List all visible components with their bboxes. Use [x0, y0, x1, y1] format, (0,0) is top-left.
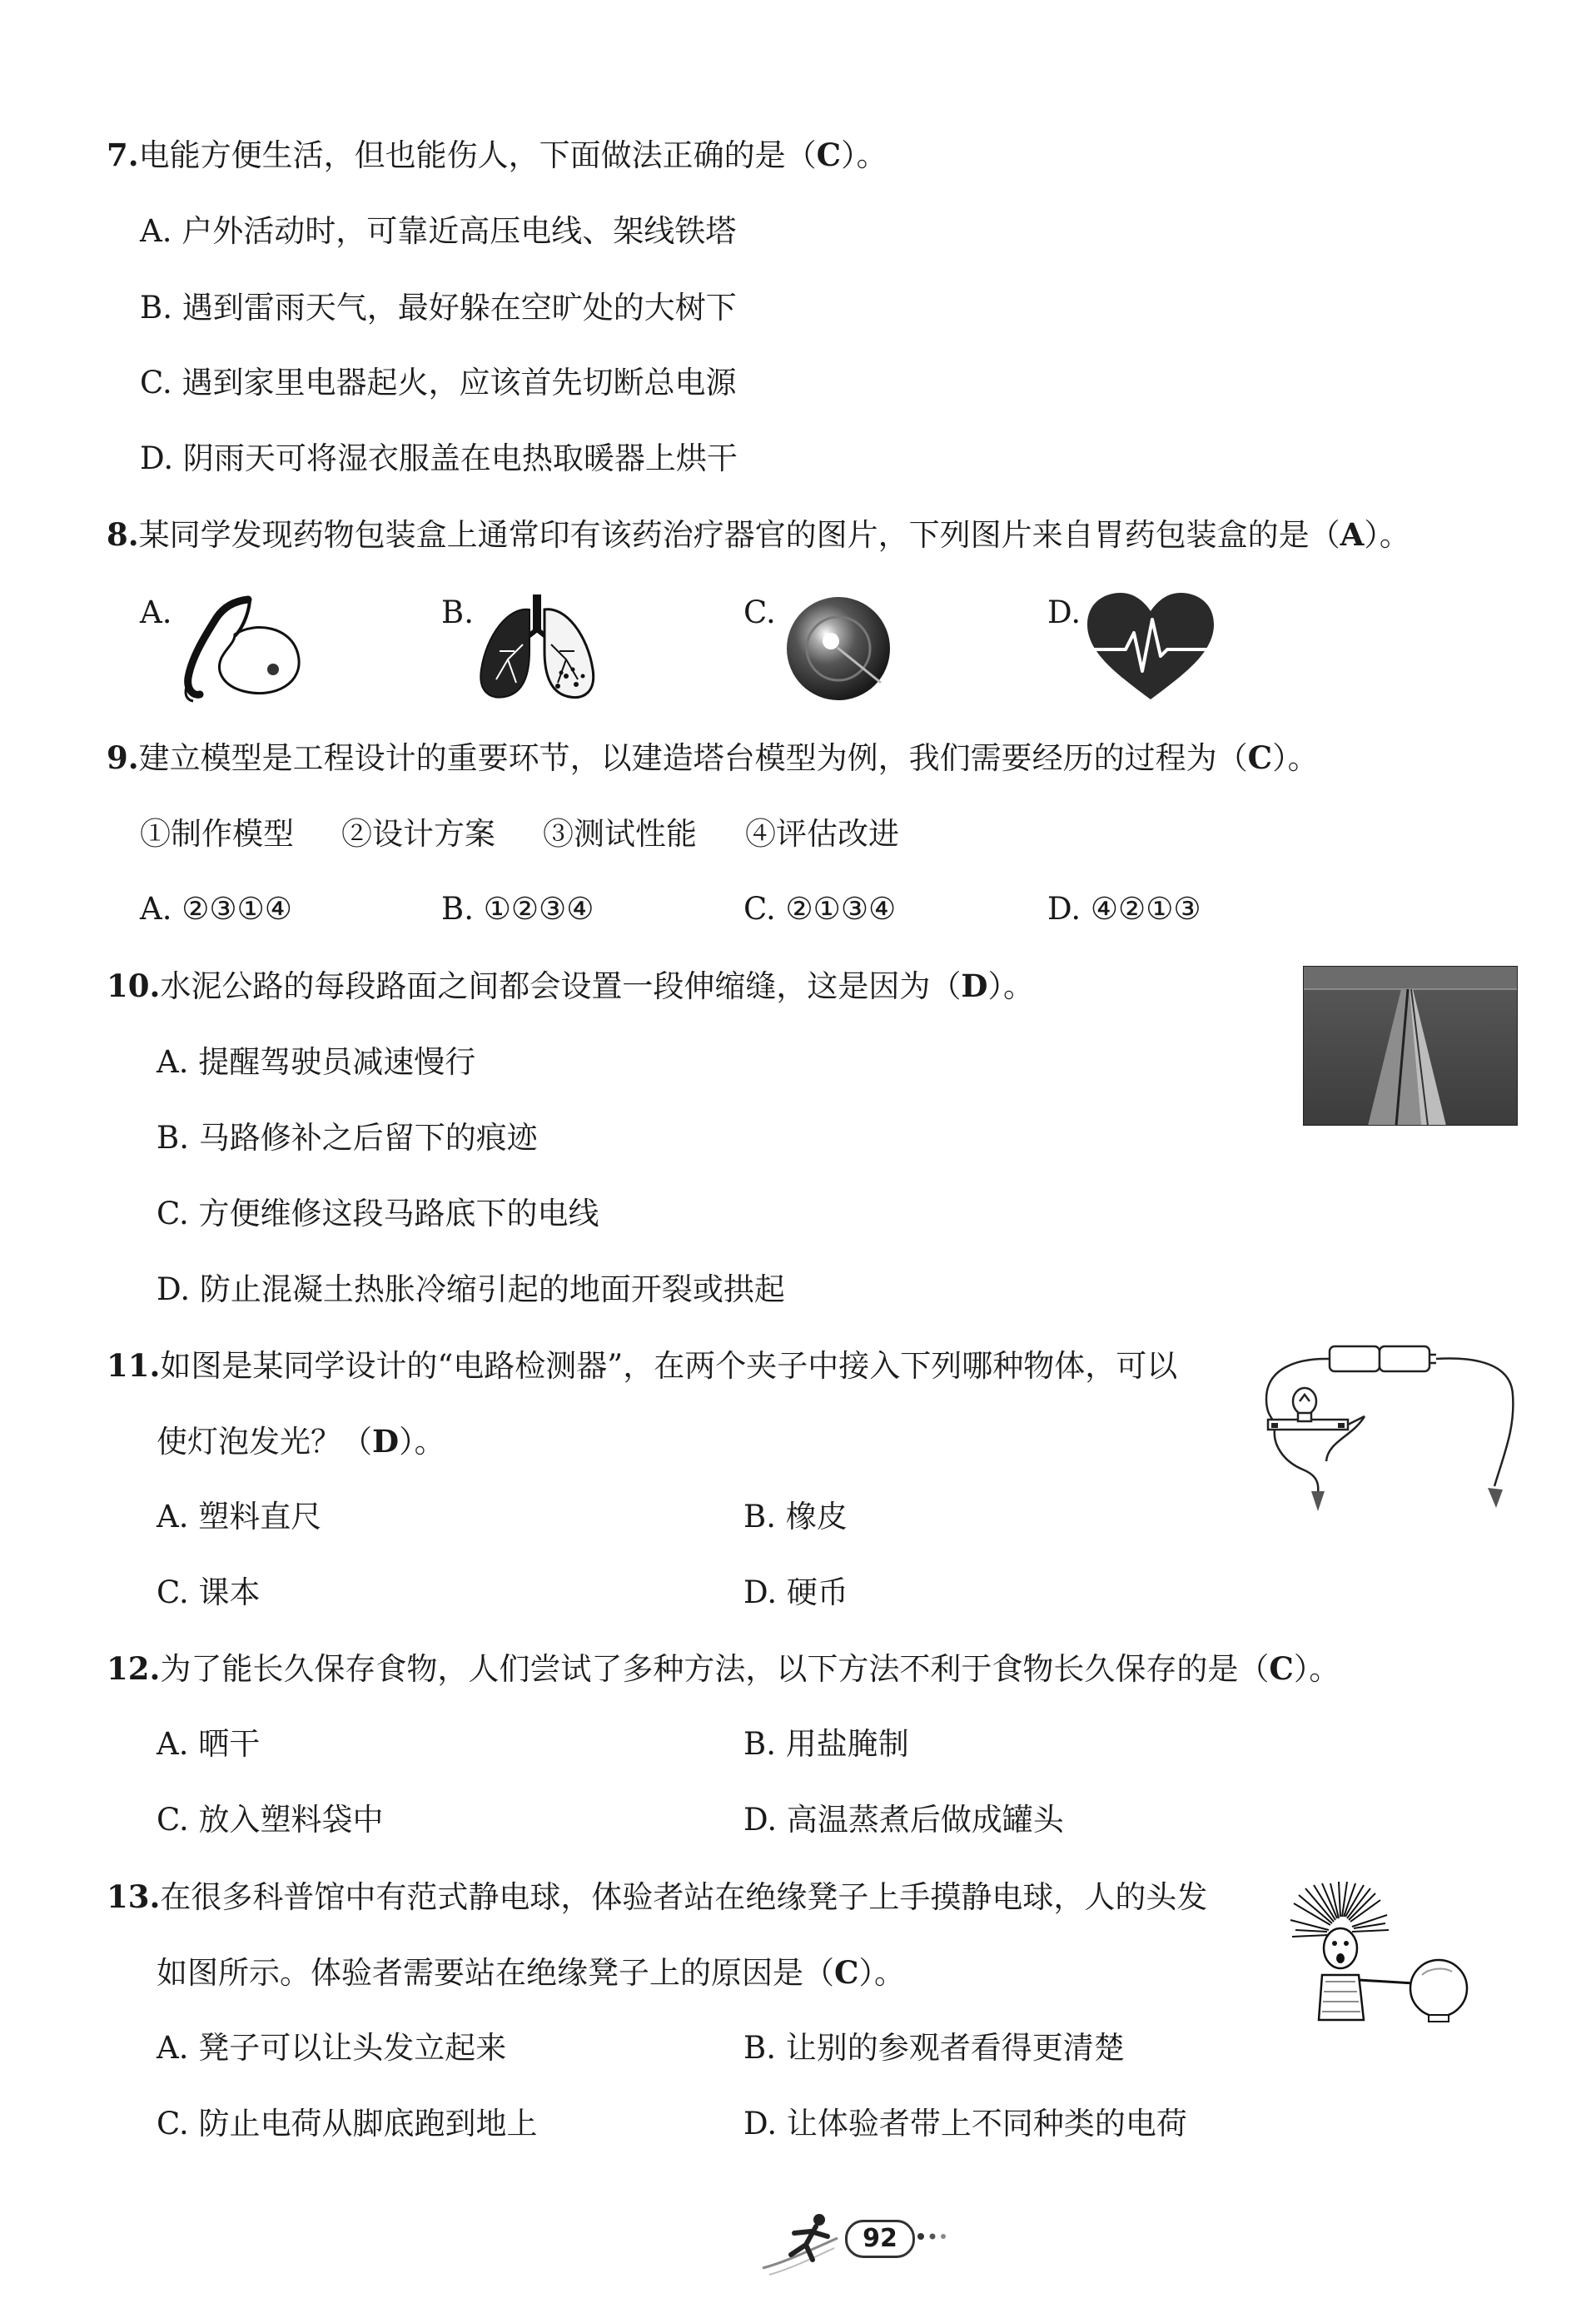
q12-option-a: A. 晒干 — [157, 1726, 261, 1762]
stem-text: 如图是某同学设计的“电路检测器”，在两个夹子中接入下列哪种物体，可以 — [160, 1348, 1178, 1384]
question-9-stem — [107, 738, 1319, 778]
q12-option-c: C. 放入塑料袋中 — [157, 1802, 384, 1838]
answer-mark: C — [834, 1954, 859, 1991]
stem-end: ）。 — [1293, 1651, 1340, 1687]
stem-text: 如图所示。体验者需要站在绝缘凳子上的原因是（ — [157, 1955, 834, 1991]
q7-option-b: B. 遇到雷雨天气，最好躲在空旷处的大树下 — [140, 290, 737, 326]
question-number: 7. — [107, 137, 139, 173]
answer-mark: C — [816, 137, 842, 173]
answer-mark: D — [372, 1423, 400, 1460]
q7-option-a: A. 户外活动时，可靠近高压电线、架线铁塔 — [140, 213, 737, 249]
stem-text: 电能方便生活，但也能伤人，下面做法正确的是（ — [138, 137, 817, 173]
stem-end: ）。 — [841, 137, 887, 173]
answer-mark: D — [961, 968, 988, 1004]
stem-text: 建立模型是工程设计的重要环节，以建造塔台模型为例，我们需要经历的过程为（ — [138, 740, 1248, 776]
stem-text: 使灯泡发光？（ — [157, 1424, 372, 1460]
q10-option-b: B. 马路修补之后留下的痕迹 — [157, 1120, 538, 1156]
q8-label-a: A. — [140, 594, 172, 630]
q9-step-4: ④评估改进 — [745, 816, 899, 852]
q13-option-a: A. 凳子可以让头发立起来 — [157, 2030, 507, 2066]
q9-option-b: B. ①②③④ — [441, 891, 594, 927]
question-number: 12. — [107, 1650, 161, 1687]
footer-dots-icon — [916, 2231, 957, 2241]
q8-label-b: B. — [441, 594, 474, 630]
q11-option-d: D. 硬币 — [743, 1574, 848, 1610]
q11-option-c: C. 课本 — [157, 1574, 261, 1610]
stem-text: 为了能长久保存食物，人们尝试了多种方法，以下方法不利于食物长久保存的是（ — [160, 1651, 1270, 1687]
q12-option-d: D. 高温蒸煮后做成罐头 — [743, 1802, 1064, 1838]
stem-text: 在很多科普馆中有范式静电球，体验者站在绝缘凳子上手摸静电球，人的头发 — [160, 1879, 1208, 1915]
circuit-tester-diagram — [1261, 1336, 1519, 1511]
q10-option-a: A. 提醒驾驶员减速慢行 — [157, 1044, 476, 1080]
q9-option-a: A. ②③①④ — [140, 891, 292, 927]
q9-step-1: ①制作模型 — [140, 816, 294, 852]
q8-label-c: C. — [743, 594, 776, 630]
q7-option-c: C. 遇到家里电器起火，应该首先切断总电源 — [140, 365, 737, 400]
stomach-icon — [175, 593, 308, 705]
page-number: 92 — [845, 2220, 915, 2258]
q12-option-b: B. 用盐腌制 — [743, 1726, 909, 1762]
eye-icon — [783, 593, 895, 705]
q13-option-d: D. 让体验者带上不同种类的电荷 — [743, 2106, 1187, 2141]
q10-option-c: C. 方便维修这段马路底下的电线 — [157, 1196, 599, 1231]
question-11-stem-cont — [157, 1421, 445, 1462]
q13-option-b: B. 让别的参观者看得更清楚 — [743, 2030, 1125, 2066]
stem-end: ）。 — [1272, 740, 1319, 776]
question-10-stem — [107, 966, 1034, 1007]
static-ball-person-illustration — [1289, 1882, 1476, 2023]
answer-mark: C — [1247, 739, 1273, 776]
question-13-stem — [107, 1877, 1207, 1918]
q13-option-c: C. 防止电荷从脚底跑到地上 — [157, 2106, 538, 2141]
stem-text: 某同学发现药物包装盒上通常印有该药治疗器官的图片，下列图片来自胃药包装盒的是（ — [138, 517, 1340, 553]
q9-option-c: C. ②①③④ — [743, 891, 897, 927]
q9-option-d: D. ④②①③ — [1047, 891, 1201, 927]
page-footer — [758, 2205, 974, 2280]
question-13-stem-cont — [157, 1952, 905, 1993]
stem-text: 水泥公路的每段路面之间都会设置一段伸缩缝，这是因为（ — [160, 968, 962, 1004]
answer-mark: C — [1269, 1650, 1294, 1687]
stem-end: ）。 — [399, 1424, 445, 1460]
q11-option-b: B. 橡皮 — [743, 1499, 848, 1535]
q10-option-d: D. 防止混凝土热胀冷缩引起的地面开裂或拱起 — [157, 1271, 785, 1307]
answer-mark: A — [1340, 516, 1365, 553]
question-number: 8. — [107, 516, 139, 553]
q9-step-2: ②设计方案 — [341, 816, 495, 852]
q8-label-d: D. — [1047, 594, 1081, 630]
stem-end: ）。 — [1364, 517, 1410, 553]
lungs-icon — [475, 593, 599, 705]
stem-end: ）。 — [987, 968, 1034, 1004]
q11-option-a: A. 塑料直尺 — [157, 1499, 322, 1535]
question-12-stem — [107, 1649, 1340, 1689]
question-number: 13. — [107, 1878, 161, 1915]
question-number: 11. — [107, 1347, 161, 1384]
question-7-stem — [107, 135, 887, 176]
question-number: 9. — [107, 739, 139, 776]
heart-icon — [1084, 591, 1217, 704]
question-number: 10. — [107, 968, 161, 1004]
question-11-stem — [107, 1346, 1177, 1386]
question-8-stem — [107, 515, 1410, 555]
q9-step-3: ③测试性能 — [543, 816, 697, 852]
q7-option-d: D. 阴雨天可将湿衣服盖在电热取暖器上烘干 — [140, 440, 738, 476]
running-figure-logo-icon — [758, 2205, 849, 2280]
stem-end: ）。 — [858, 1955, 905, 1991]
expansion-joint-photo — [1303, 966, 1518, 1126]
